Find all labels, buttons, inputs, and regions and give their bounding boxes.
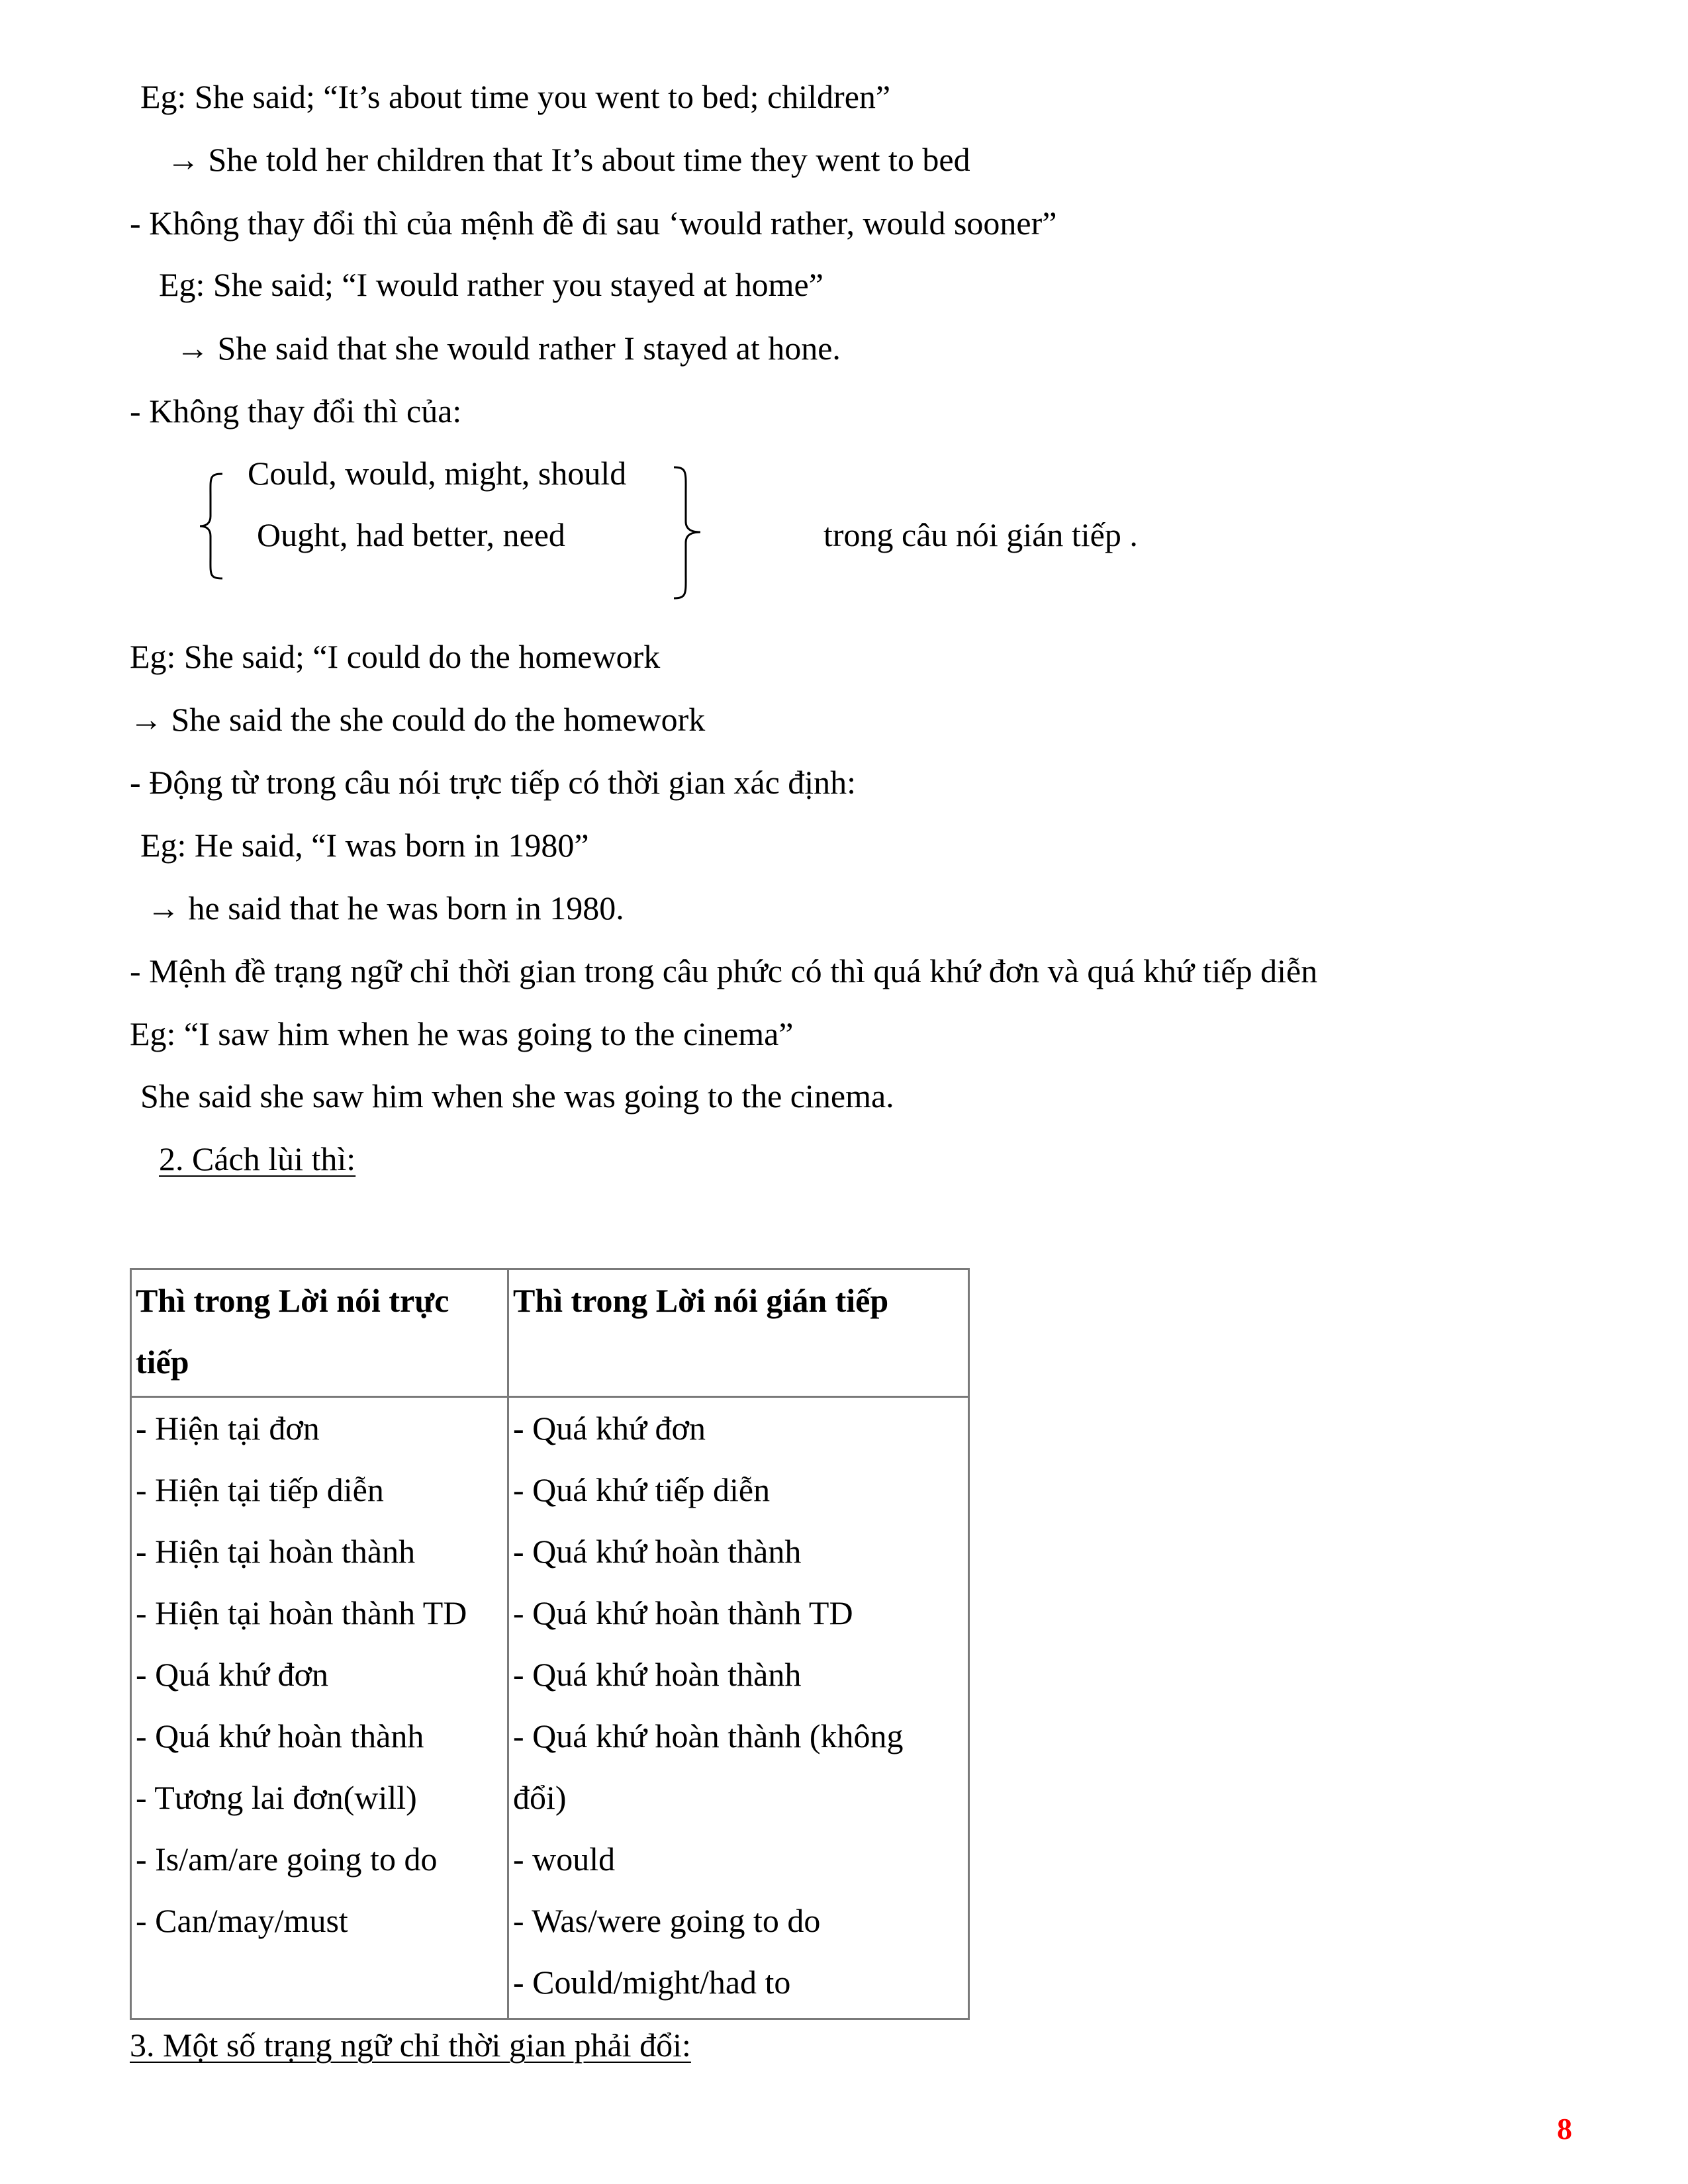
list-item: - Hiện tại hoàn thành: [136, 1533, 416, 1570]
list-item: - Quá khứ hoàn thành: [513, 1533, 802, 1570]
line-example-born: Eg: He said, “I was born in 1980”: [140, 827, 589, 864]
header-indirect-speech: Thì trong Lời nói gián tiếp: [508, 1269, 969, 1397]
header-direct-speech: Thì trong Lời nói trực tiếp: [131, 1269, 508, 1397]
list-item: đổi): [513, 1779, 567, 1816]
indirect-tense-list: [508, 1397, 969, 2019]
line-result-cinema: She said she saw him when she was going to the cinema.: [140, 1077, 894, 1115]
list-item: - Quá khứ hoàn thành TD: [513, 1594, 853, 1631]
list-item: - Quá khứ hoàn thành (không: [513, 1717, 904, 1754]
heading-time-adverbials: 3. Một số trạng ngữ chỉ thời gian phải đổi:: [130, 2026, 691, 2064]
tense-table: [130, 1268, 970, 2020]
line-rule-modals: - Không thay đổi thì của:: [130, 392, 462, 430]
list-item: - would: [513, 1841, 616, 1878]
list-item: - Quá khứ đơn: [136, 1656, 328, 1693]
modals-line-1: Could, would, might, should: [248, 455, 627, 492]
list-item: - Quá khứ tiếp diễn: [513, 1471, 771, 1508]
list-item: - Quá khứ hoàn thành: [513, 1656, 802, 1693]
page-number: 8: [1557, 2112, 1572, 2146]
line-rule-time-clause: - Mệnh đề trạng ngữ chỉ thời gian trong câu phức có thì quá khứ đơn và quá khứ tiếp diễn: [130, 952, 1318, 989]
right-brace: [667, 463, 707, 602]
list-item: - Quá khứ đơn: [513, 1410, 706, 1447]
line-example-cinema: Eg: “I saw him when he was going to the cinema”: [130, 1015, 794, 1052]
line-arrow-born: → he said that he was born in 1980.: [147, 889, 624, 927]
list-item: - Tương lai đơn(will): [136, 1779, 417, 1816]
table-row: [131, 1397, 969, 2019]
left-brace: [196, 470, 229, 582]
modals-trailing-text: trong câu nói gián tiếp .: [823, 516, 1138, 553]
list-item: - Can/may/must: [136, 1902, 348, 1939]
list-item: - Hiện tại tiếp diễn: [136, 1471, 384, 1508]
list-item: - Hiện tại hoàn thành TD: [136, 1594, 467, 1631]
line-arrow-could: → She said the she could do the homework: [130, 701, 706, 738]
list-item: - Hiện tại đơn: [136, 1410, 320, 1447]
list-item: - Quá khứ hoàn thành: [136, 1717, 424, 1754]
line-rule-would-rather: - Không thay đổi thì của mệnh đề đi sau ‘would rather, would sooner”: [130, 205, 1057, 242]
line-arrow-would-rather: → She said that she would rather I stayed at hone.: [176, 330, 841, 367]
list-item: - Was/were going to do: [513, 1902, 821, 1939]
list-item: - Could/might/had to: [513, 1964, 791, 2001]
table-header-row: [131, 1269, 969, 1397]
line-arrow-about-time: → She told her children that It’s about time they went to bed: [167, 141, 970, 178]
direct-tense-list: [131, 1397, 508, 2019]
list-item: - Is/am/are going to do: [136, 1841, 438, 1878]
modals-line-2: Ought, had better, need: [257, 516, 565, 553]
heading-tense-backshift: 2. Cách lùi thì:: [159, 1140, 356, 1177]
line-example-would-rather: Eg: She said; “I would rather you stayed at home”: [159, 266, 823, 303]
line-rule-definite-time: - Động từ trong câu nói trực tiếp có thời gian xác định:: [130, 764, 857, 801]
line-example-could: Eg: She said; “I could do the homework: [130, 638, 661, 675]
line-example-about-time: Eg: She said; “It’s about time you went to bed; children”: [140, 78, 891, 115]
